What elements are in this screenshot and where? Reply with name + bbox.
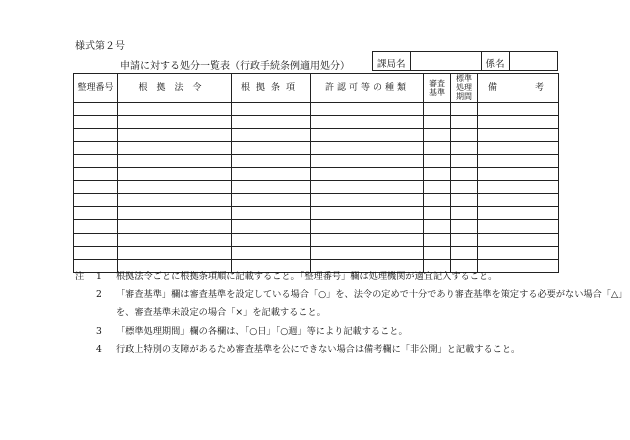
table-cell[interactable] xyxy=(424,102,451,115)
table-cell[interactable] xyxy=(478,141,559,154)
header-row xyxy=(74,74,559,103)
section-label: 係名 xyxy=(485,59,505,70)
table-cell[interactable] xyxy=(74,194,118,207)
table-cell[interactable] xyxy=(451,181,478,194)
table-cell[interactable] xyxy=(311,246,424,259)
table-row xyxy=(74,141,559,154)
table-cell[interactable] xyxy=(424,220,451,233)
table-cell[interactable] xyxy=(424,207,451,220)
table-cell[interactable] xyxy=(232,181,311,194)
table-cell[interactable] xyxy=(451,141,478,154)
table-cell[interactable] xyxy=(311,154,424,167)
disposition-table xyxy=(73,73,559,273)
table-cell[interactable] xyxy=(232,115,311,128)
table-cell[interactable] xyxy=(451,168,478,181)
table-cell[interactable] xyxy=(118,207,232,220)
table-cell[interactable] xyxy=(74,246,118,259)
table-cell[interactable] xyxy=(232,233,311,246)
table-cell[interactable] xyxy=(424,141,451,154)
table-cell[interactable] xyxy=(478,168,559,181)
table-cell[interactable] xyxy=(118,115,232,128)
table-cell[interactable] xyxy=(424,181,451,194)
table-cell[interactable] xyxy=(74,154,118,167)
table-cell[interactable] xyxy=(118,220,232,233)
table-cell[interactable] xyxy=(311,233,424,246)
col-number: 整理番号 xyxy=(74,74,118,103)
bureau-label: 課局名 xyxy=(377,59,406,70)
table-cell[interactable] xyxy=(478,128,559,141)
table-cell[interactable] xyxy=(451,246,478,259)
note-4: 4 行政上特別の支障があるため審査基準を公にできない場合は備考欄に「非公開」と記載すること。 xyxy=(96,343,521,355)
table-cell[interactable] xyxy=(232,220,311,233)
table-cell[interactable] xyxy=(118,154,232,167)
table-row xyxy=(74,115,559,128)
department-box xyxy=(372,51,558,71)
table-cell[interactable] xyxy=(478,115,559,128)
table-cell[interactable] xyxy=(424,154,451,167)
table-row xyxy=(74,102,559,115)
table-cell[interactable] xyxy=(74,207,118,220)
table-row xyxy=(74,207,559,220)
table-cell[interactable] xyxy=(478,102,559,115)
table-cell[interactable] xyxy=(118,194,232,207)
remarks-header: 備 考 xyxy=(488,82,544,93)
table-cell[interactable] xyxy=(118,246,232,259)
table-cell[interactable] xyxy=(424,115,451,128)
table-cell[interactable] xyxy=(451,194,478,207)
bureau-field[interactable] xyxy=(410,52,481,70)
section-section xyxy=(481,52,556,70)
table-cell[interactable] xyxy=(232,154,311,167)
table-cell[interactable] xyxy=(424,168,451,181)
table-cell[interactable] xyxy=(424,194,451,207)
table-cell[interactable] xyxy=(232,128,311,141)
table-cell[interactable] xyxy=(118,181,232,194)
table-cell[interactable] xyxy=(311,207,424,220)
table-row xyxy=(74,128,559,141)
table-cell[interactable] xyxy=(118,233,232,246)
page-title: 申請に対する処分一覧表（行政手続条例適用処分） xyxy=(120,61,350,72)
table-cell[interactable] xyxy=(118,168,232,181)
table-cell[interactable] xyxy=(74,220,118,233)
table-cell[interactable] xyxy=(311,128,424,141)
table-cell[interactable] xyxy=(451,115,478,128)
table-cell[interactable] xyxy=(451,207,478,220)
table-cell[interactable] xyxy=(118,102,232,115)
table-cell[interactable] xyxy=(232,102,311,115)
col-remarks xyxy=(478,74,559,103)
col-article: 根拠条項 xyxy=(232,74,311,103)
table-cell[interactable] xyxy=(451,102,478,115)
note-2-continued: を、審査基準未設定の場合「×」を記載すること。 xyxy=(116,307,326,319)
table-cell[interactable] xyxy=(311,181,424,194)
table-cell[interactable] xyxy=(478,181,559,194)
table-cell[interactable] xyxy=(74,168,118,181)
table-row xyxy=(74,194,559,207)
table-cell[interactable] xyxy=(478,233,559,246)
table-cell[interactable] xyxy=(451,154,478,167)
table-cell[interactable] xyxy=(424,128,451,141)
table-cell[interactable] xyxy=(451,233,478,246)
table-cell[interactable] xyxy=(232,246,311,259)
table-cell[interactable] xyxy=(478,194,559,207)
table-cell[interactable] xyxy=(118,128,232,141)
table-row xyxy=(74,168,559,181)
table-cell[interactable] xyxy=(451,128,478,141)
table-cell[interactable] xyxy=(311,220,424,233)
table-cell[interactable] xyxy=(74,181,118,194)
col-criteria: 審査基準 xyxy=(424,74,451,103)
col-period: 標準処理期間 xyxy=(451,74,478,103)
note-1: 注 1 根拠法令ごとに根拠条項順に記載すること。「整理番号」欄は処理機関が適宜記入すること。 xyxy=(75,268,627,286)
table-cell[interactable] xyxy=(478,246,559,259)
table-cell[interactable] xyxy=(311,168,424,181)
table-cell[interactable] xyxy=(74,233,118,246)
table-cell[interactable] xyxy=(311,194,424,207)
table-cell[interactable] xyxy=(424,246,451,259)
table-row xyxy=(74,154,559,167)
table-row xyxy=(74,233,559,246)
table-cell[interactable] xyxy=(118,141,232,154)
table-cell[interactable] xyxy=(478,220,559,233)
note-3: 3 「標準処理期間」欄の各欄は、「○日」「○週」等により記載すること。 xyxy=(96,325,408,337)
table-row xyxy=(74,220,559,233)
table-cell[interactable] xyxy=(232,168,311,181)
table-cell[interactable] xyxy=(311,115,424,128)
table-cell[interactable] xyxy=(232,207,311,220)
table-cell[interactable] xyxy=(424,233,451,246)
col-permit: 許認可等の種類 xyxy=(311,74,424,103)
table-cell[interactable] xyxy=(74,141,118,154)
table-cell[interactable] xyxy=(311,102,424,115)
table-body xyxy=(74,102,559,272)
col-law: 根拠法令 xyxy=(118,74,232,103)
table-cell[interactable] xyxy=(232,194,311,207)
table-row xyxy=(74,181,559,194)
note-2: 2 「審査基準」欄は審査基準を設定している場合「○」を、法令の定めで十分であり審査基準を策定する必要がない場合「△」 xyxy=(96,289,628,301)
table-cell[interactable] xyxy=(74,115,118,128)
table-cell[interactable] xyxy=(232,141,311,154)
table-cell[interactable] xyxy=(74,128,118,141)
table-cell[interactable] xyxy=(311,141,424,154)
bureau-section xyxy=(373,52,481,70)
table-cell[interactable] xyxy=(451,220,478,233)
table-cell[interactable] xyxy=(74,102,118,115)
form-number: 様式第２号 xyxy=(75,41,125,52)
section-field[interactable] xyxy=(509,52,556,70)
notes xyxy=(75,268,627,359)
table-row xyxy=(74,246,559,259)
table-cell[interactable] xyxy=(478,154,559,167)
note-prefix: 注 xyxy=(75,271,85,282)
table-cell[interactable] xyxy=(478,207,559,220)
